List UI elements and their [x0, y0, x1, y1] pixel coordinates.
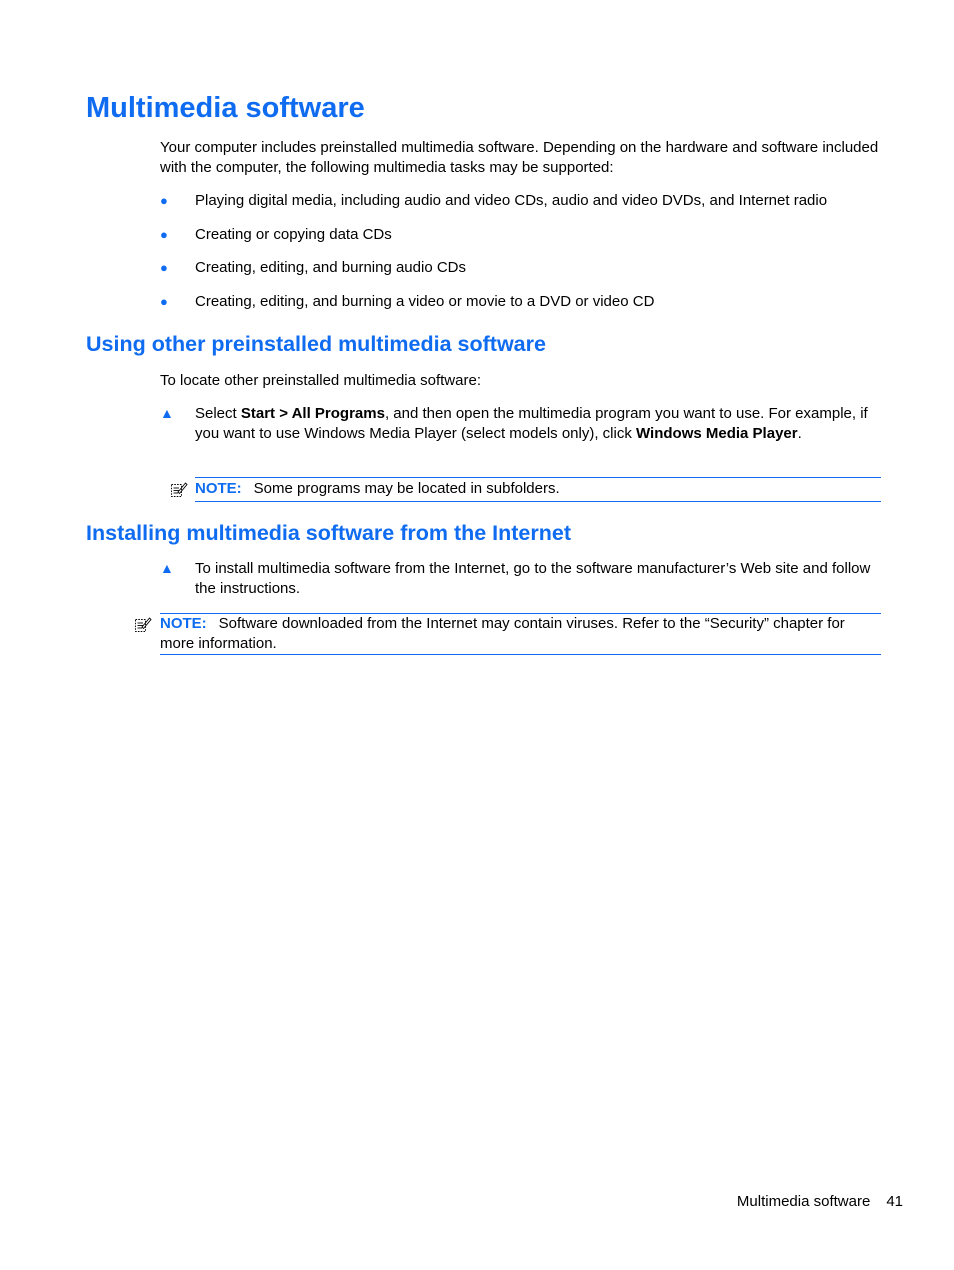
note-box — [160, 613, 881, 655]
note-pencil-icon — [134, 615, 152, 633]
footer-section-title: Multimedia software — [736, 1193, 871, 1210]
section-intro: To locate other preinstalled multimedia software: — [160, 372, 481, 389]
step-text: Select Start > All Programs, and then open the multimedia program you want to use. For example, if you want to use Windows Media Player (select models only), click Windows Media Player. — [195, 405, 868, 442]
list-item-text: Creating, editing, and burning a video or movie to a DVD or video CD — [195, 293, 655, 310]
list-item-text: Playing digital media, including audio and video CDs, audio and video DVDs, and Internet radio — [195, 192, 828, 209]
note-label: NOTE: — [195, 480, 242, 497]
program-name: Windows Media Player — [636, 424, 798, 442]
section-heading-internet: Installing multimedia software from the Internet — [86, 521, 572, 545]
menu-path: Start > All Programs — [240, 405, 385, 422]
page-footer — [737, 1192, 903, 1212]
intro-paragraph: Your computer includes preinstalled multimedia software. Depending on the hardware and software included with the computer, the following multimedia tasks may be supported: — [160, 139, 879, 176]
bullet-dot-icon: ● — [160, 260, 168, 275]
note-text: Software downloaded from the Internet may contain viruses. Refer to the “Security” chapter for more information. — [160, 615, 845, 652]
bullet-dot-icon: ● — [160, 193, 168, 208]
page-number: 41 — [886, 1193, 903, 1210]
step-text: To install multimedia software from the Internet, go to the software manufacturer’s Web site and follow the instructions. — [195, 560, 871, 597]
bullet-dot-icon: ● — [160, 227, 168, 242]
note-text: Some programs may be located in subfolders. — [253, 480, 560, 497]
list-item-text: Creating or copying data CDs — [195, 226, 392, 243]
note-box — [195, 477, 881, 502]
section-heading-other-software: Using other preinstalled multimedia software — [86, 332, 546, 356]
triangle-step-icon: ▲ — [160, 560, 174, 576]
bullet-dot-icon: ● — [160, 294, 168, 309]
list-item-text: Creating, editing, and burning audio CDs — [195, 259, 467, 276]
triangle-step-icon: ▲ — [160, 405, 174, 421]
page-title: Multimedia software — [86, 92, 365, 124]
note-pencil-icon — [170, 480, 188, 498]
note-label: NOTE: — [160, 615, 207, 632]
